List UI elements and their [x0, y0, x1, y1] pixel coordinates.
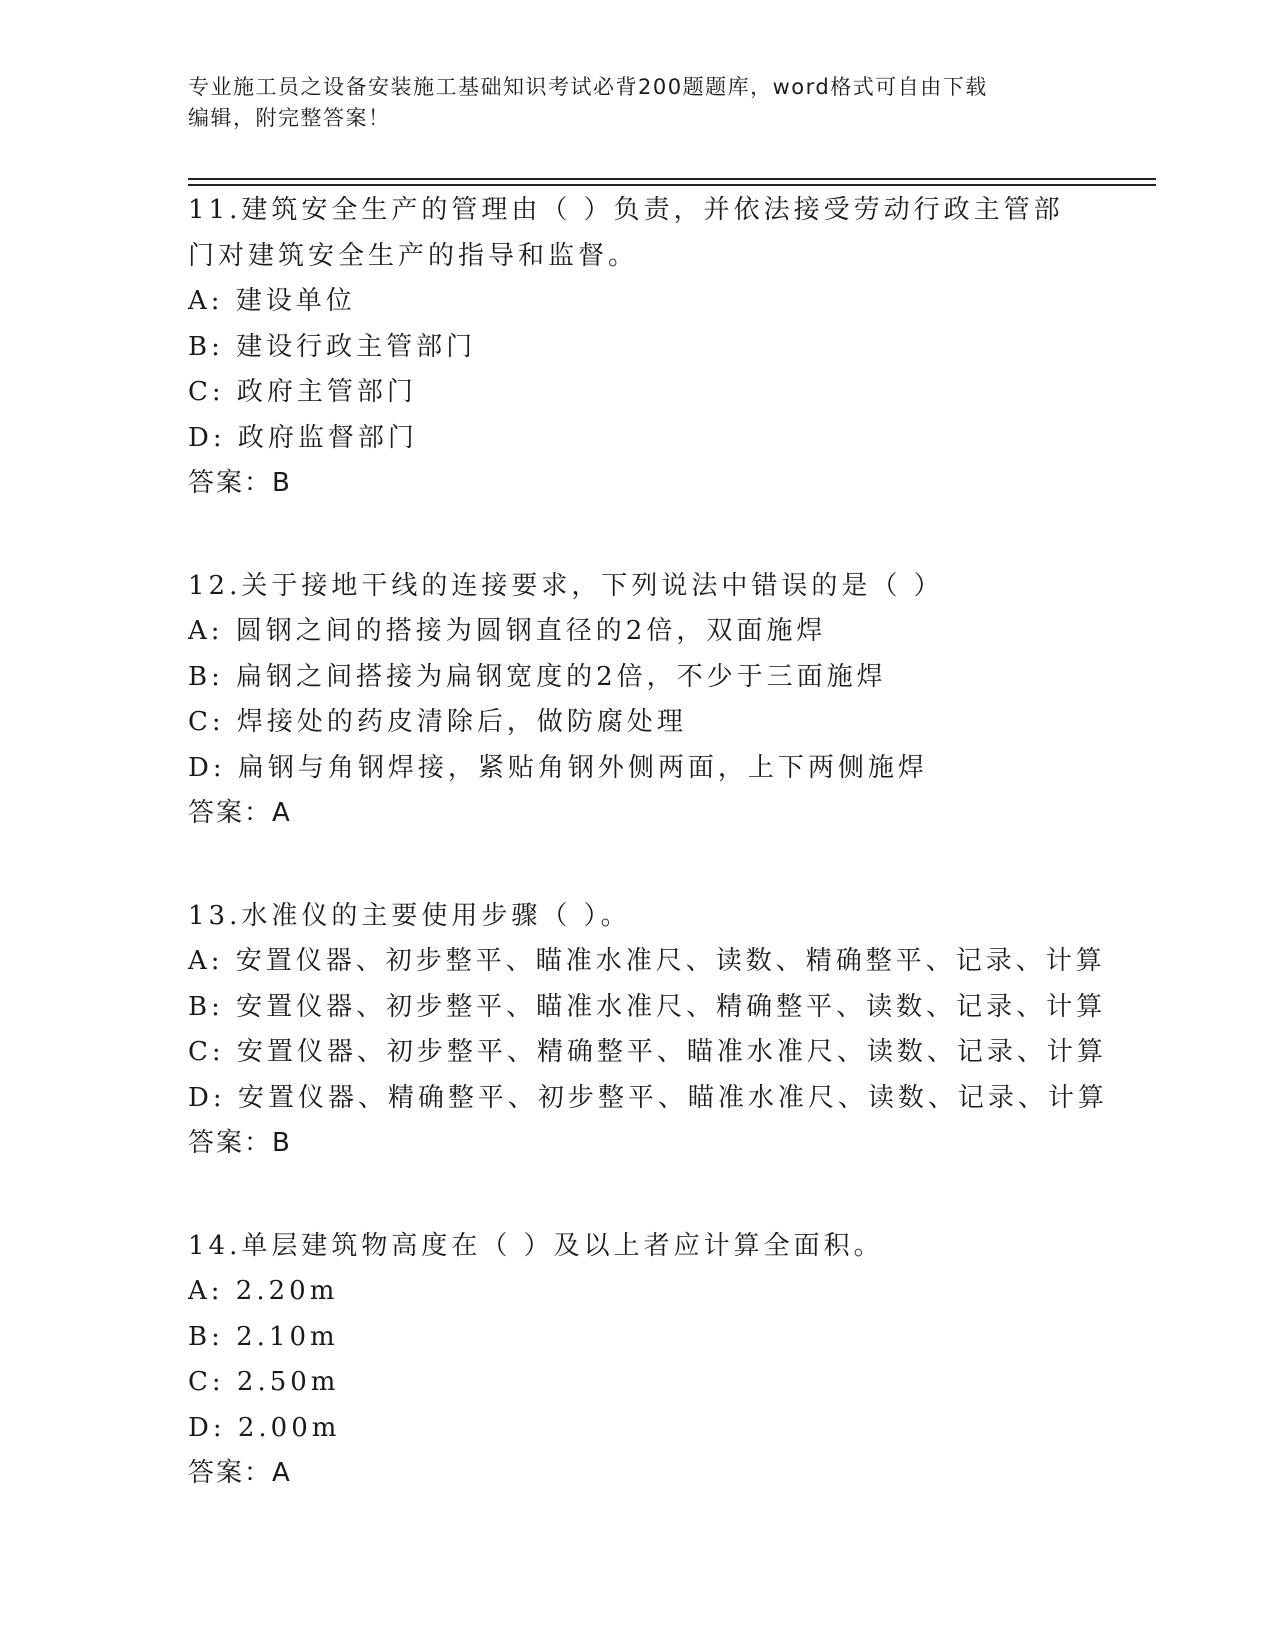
option-a: A: 安置仪器、初步整平、瞄准水准尺、读数、精确整平、记录、计算	[188, 946, 1106, 976]
question-stem: 13.水准仪的主要使用步骤（ ）。	[188, 900, 631, 931]
question-stem: 11.建筑安全生产的管理由（ ）负责，并依法接受劳动行政主管部门对建筑安全生产的指导和监督。	[188, 195, 1064, 271]
header-divider-top	[188, 178, 1156, 180]
option-d: D: 2.00m	[188, 1412, 341, 1443]
option-b: B: 2.10m	[188, 1321, 339, 1352]
header-line-1: 专业施工员之设备安装施工基础知识考试必背200题题库，word格式可自由下载	[188, 75, 988, 99]
answer-label: 答案：A	[188, 1458, 292, 1488]
answer-label: 答案：B	[188, 1128, 292, 1158]
option-c: C: 2.50m	[188, 1367, 340, 1397]
question-12	[188, 564, 1128, 837]
question-13	[188, 894, 1128, 1167]
question-14	[188, 1224, 1128, 1497]
option-d: D: 政府监督部门	[188, 422, 418, 453]
option-a: A: 建设单位	[188, 286, 356, 316]
header-divider-bottom	[188, 184, 1156, 186]
option-c: C: 焊接处的药皮清除后，做防腐处理	[188, 707, 687, 737]
option-b: B: 建设行政主管部门	[188, 331, 477, 362]
option-c: C: 安置仪器、初步整平、精确整平、瞄准水准尺、读数、记录、计算	[188, 1037, 1107, 1067]
option-d: D: 扁钢与角钢焊接，紧贴角钢外侧两面，上下两侧施焊	[188, 752, 928, 783]
document-header	[188, 72, 1068, 134]
answer-label: 答案：B	[188, 468, 292, 498]
option-a: A: 圆钢之间的搭接为圆钢直径的2倍，双面施焊	[188, 616, 827, 646]
option-b: B: 扁钢之间搭接为扁钢宽度的2倍，不少于三面施焊	[188, 661, 887, 692]
option-d: D: 安置仪器、精确整平、初步整平、瞄准水准尺、读数、记录、计算	[188, 1082, 1108, 1113]
option-a: A: 2.20m	[188, 1276, 339, 1306]
question-stem: 12.关于接地干线的连接要求，下列说法中错误的是（ ）	[188, 570, 944, 601]
header-line-2: 编辑，附完整答案！	[188, 106, 391, 130]
option-b: B: 安置仪器、初步整平、瞄准水准尺、精确整平、读数、记录、计算	[188, 991, 1107, 1022]
question-list	[188, 188, 1128, 1554]
option-c: C: 政府主管部门	[188, 377, 417, 407]
answer-label: 答案：A	[188, 798, 292, 828]
question-stem: 14.单层建筑物高度在（ ）及以上者应计算全面积。	[188, 1230, 884, 1261]
question-11	[188, 188, 1128, 507]
